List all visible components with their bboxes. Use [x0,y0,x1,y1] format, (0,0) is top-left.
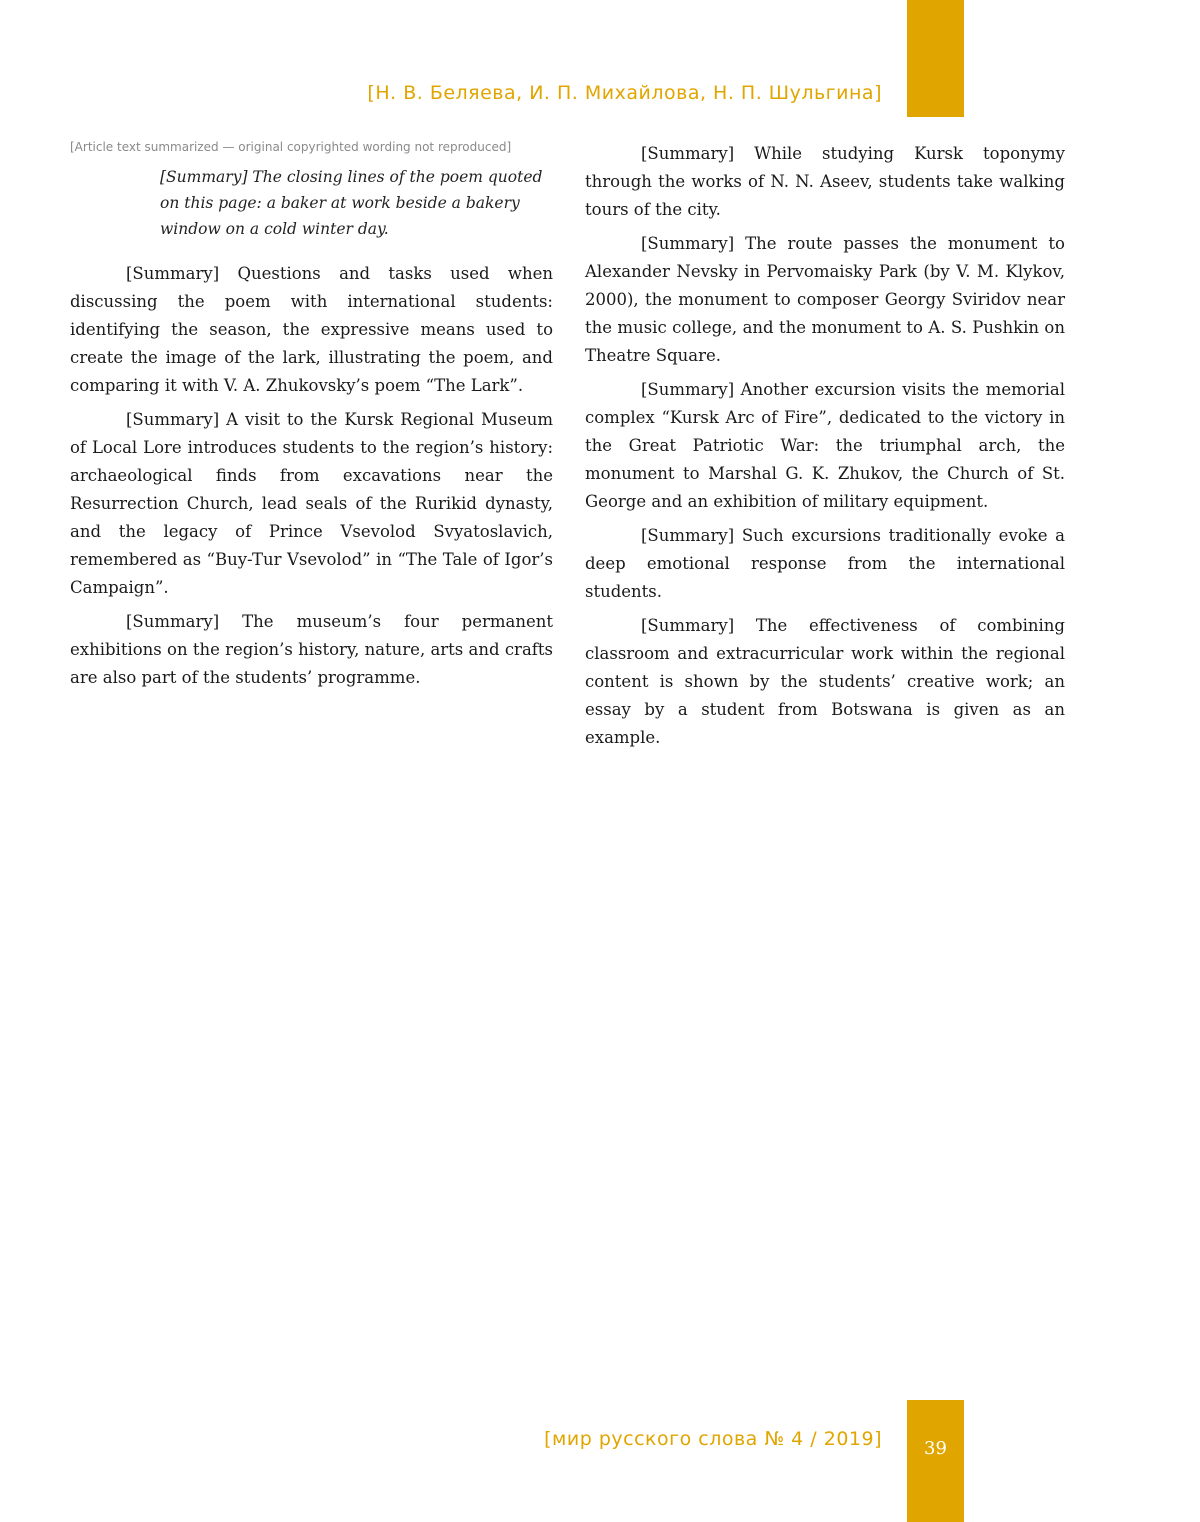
right-column [585,140,1065,758]
paragraph-museum-visit: [Summary] A visit to the Kursk Regional Museum of Local Lore introduces students to the region’s history: archaeological finds from excavations near the Resurrection Church, lead seals of the Rurikid dynasty, and the legacy of Prince Vsevolod Svyatoslavich, remembered as “Buy-Tur Vsevolod” in “The Tale of Igor’s Campaign”. [70,410,553,597]
verse-summary: [Summary] The closing lines of the poem quoted on this page: a baker at work beside a bakery window on a cold winter day. [160,168,543,238]
paragraph-questions: [Summary] Questions and tasks used when discussing the poem with international students: identifying the season, the expressive means used to create the image of the lark, illustrating the poem, and comparing it with V. A. Zhukovsky’s poem “The Lark”. [70,264,553,395]
page-number: 39 [924,1438,947,1459]
paragraph-emotional-response: [Summary] Such excursions traditionally evoke a deep emotional response from the international students. [585,526,1065,601]
bottom-accent-bar [907,1400,964,1522]
paragraph-museum-expositions: [Summary] The museum’s four permanent exhibitions on the region’s history, nature, arts and crafts are also part of the students’ programme. [70,612,553,687]
poem-excerpt [160,164,553,242]
running-header-authors: [Н. В. Беляева, И. П. Михайлова, Н. П. Шульгина] [367,82,882,104]
paragraph-memorial-complex: [Summary] Another excursion visits the memorial complex “Kursk Arc of Fire”, dedicated to the victory in the Great Patriotic War: the triumphal arch, the monument to Marshal G. K. Zhukov, the Church of St. George and an exhibition of military equipment. [585,380,1065,511]
content-summary-note: [Article text summarized — original copyrighted wording not reproduced] [70,140,512,154]
paragraph-walking-tours: [Summary] While studying Kursk toponymy through the works of N. N. Aseev, students take walking tours of the city. [585,144,1065,219]
top-accent-bar [907,0,964,117]
paragraph-effectiveness: [Summary] The effectiveness of combining classroom and extracurricular work within the regional content is shown by the students’ creative work; an essay by a student from Botswana is given as an example. [585,616,1065,747]
running-footer-journal: [мир русского слова № 4 / 2019] [544,1428,882,1450]
left-column [70,140,553,698]
paragraph-monuments-route: [Summary] The route passes the monument to Alexander Nevsky in Pervomaisky Park (by V. M. Klykov, 2000), the monument to composer Georgy Sviridov near the music college, and the monument to A. S. Pushkin on Theatre Square. [585,234,1065,365]
